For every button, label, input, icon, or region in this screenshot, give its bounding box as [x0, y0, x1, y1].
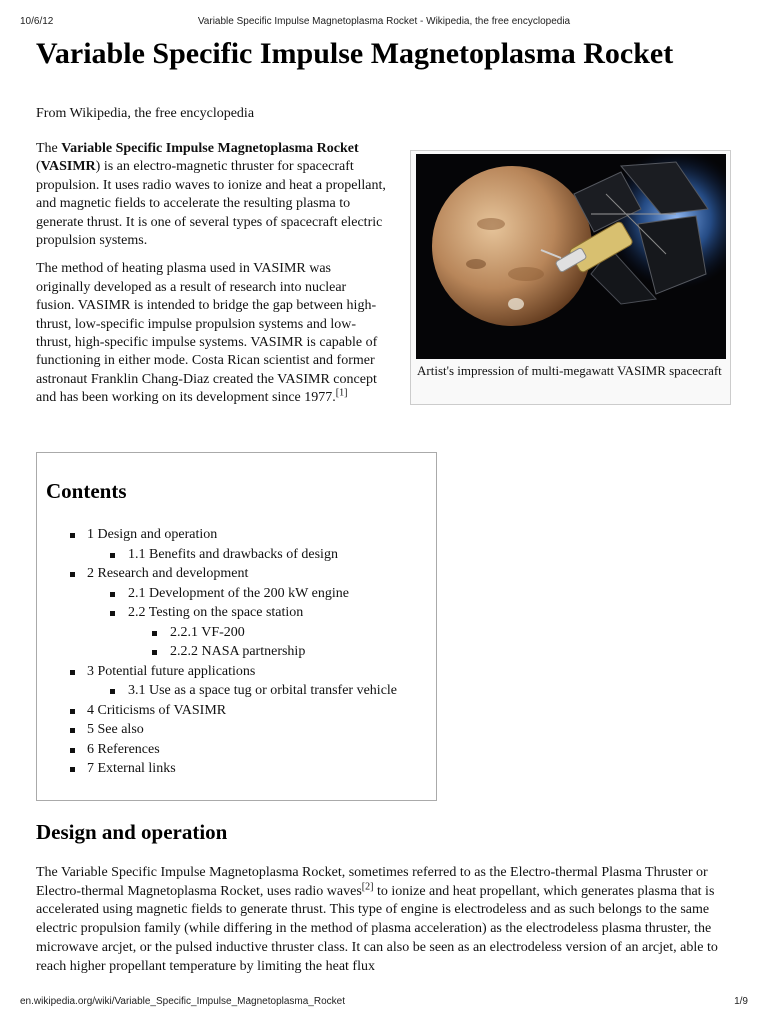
vasimr-spacecraft-image[interactable] — [416, 154, 726, 359]
print-page-number: 1/9 — [734, 996, 748, 1007]
intro-p2-text: The method of heating plasma used in VASIMR was originally developed as a result of research into nuclear fusion. VASIMR is intended to bridge the gap between high-thrust, low-specific impulse propulsion systems and low-thrust, high-specific impulse systems. VASIMR is capable of functioning in either mode. Costa Rican scientist and former astronaut Franklin Chang-Diaz created the VASIMR concept and has been working on its development since 1977. — [36, 261, 378, 406]
intro-bold-abbr: VASIMR — [40, 159, 96, 175]
section-heading-design: Design and operation — [36, 820, 228, 844]
toc-item-2-2[interactable] — [37, 603, 436, 623]
bullet-icon — [70, 533, 75, 538]
toc-item-label[interactable]: 1 Design and operation — [87, 527, 218, 542]
bullet-icon — [110, 592, 115, 597]
intro-p1-rest: ) is an electro-magnetic thruster for spacecraft propulsion. It uses radio waves to ionize and heat a propellant, and magnetic fields to accelerate the resulting plasma to generate thrust. It is one of several types of spacecraft electric propulsion systems. — [36, 159, 386, 249]
bullet-icon — [70, 728, 75, 733]
intro-the: The — [36, 141, 58, 156]
table-of-contents — [36, 452, 437, 801]
toc-item-4[interactable] — [37, 701, 436, 721]
toc-item-label[interactable]: 3 Potential future applications — [87, 663, 256, 679]
toc-item-7[interactable] — [37, 759, 436, 779]
thumbnail-caption: Artist's impression of multi-megawatt VASIMR spacecraft — [417, 363, 722, 378]
bullet-icon — [152, 631, 157, 636]
page-subtitle: From Wikipedia, the free encyclopedia — [36, 106, 255, 121]
toc-item-1[interactable] — [37, 525, 436, 545]
toc-item-2-2-2[interactable] — [37, 642, 436, 662]
intro-section — [36, 140, 388, 418]
print-header — [20, 16, 748, 30]
toc-item-label[interactable]: 2.1 Development of the 200 kW engine — [128, 585, 349, 601]
bullet-icon — [110, 553, 115, 558]
toc-item-3[interactable] — [37, 662, 436, 682]
intro-open-paren: ( — [36, 159, 41, 175]
bullet-icon — [152, 650, 157, 655]
section-design-text — [36, 864, 726, 976]
toc-item-3-1[interactable] — [37, 681, 436, 701]
print-footer — [20, 996, 748, 1010]
toc-item-1-1[interactable] — [37, 545, 436, 565]
toc-item-2[interactable] — [37, 564, 436, 584]
bullet-icon — [70, 767, 75, 772]
toc-item-label[interactable]: 2 Research and development — [87, 566, 249, 581]
design-text-part-2: to ionize and heat propellant, which generates plasma that is accelerated using magnetic fields to generate thrust. This type of engine is electrodeless and as such belongs to the same electric propulsion family (while differing in the method of plasma acceleration) as the electrodeless plasma thruster, the microwave arcjet, or the pulsed inductive thruster class. It can also be seen as an electrodeless version of an arcjet, able to reach higher propellant temperature by limiting the heat flux — [36, 883, 718, 974]
toc-item-label[interactable]: 2.2 Testing on the space station — [128, 605, 304, 620]
bullet-icon — [110, 689, 115, 694]
bullet-icon — [110, 611, 115, 616]
citation-2-link[interactable]: [2] — [361, 881, 374, 893]
toc-item-label[interactable]: 3.1 Use as a space tug or orbital transfer vehicle — [128, 683, 398, 698]
bullet-icon — [70, 572, 75, 577]
toc-item-label[interactable]: 7 External links — [87, 761, 176, 776]
toc-item-label[interactable]: 2.2.2 NASA partnership — [170, 644, 306, 659]
design-text-part-1: The Variable Specific Impulse Magnetoplasma Rocket, sometimes referred to as the Electro-thermal Plasma Thruster or Electro-thermal Magnetoplasma Rocket, uses radio waves — [36, 865, 708, 899]
toc-item-label[interactable]: 6 References — [87, 741, 160, 757]
vasimr-illustration — [416, 154, 726, 359]
intro-paragraph-2 — [36, 260, 388, 407]
bullet-icon — [70, 709, 75, 714]
print-page-title: Variable Specific Impulse Magnetoplasma Rocket - Wikipedia, the free encyclopedia — [197, 16, 571, 27]
bullet-icon — [70, 670, 75, 675]
citation-1-link[interactable]: [1] — [335, 387, 348, 399]
toc-title: Contents — [46, 479, 127, 503]
thumbnail-box — [410, 150, 731, 405]
toc-item-6[interactable] — [37, 740, 436, 760]
intro-paragraph-1 — [36, 140, 388, 250]
toc-item-2-2-1[interactable] — [37, 623, 436, 643]
intro-bold-name: Variable Specific Impulse Magnetoplasma Rocket — [61, 141, 359, 156]
toc-item-label[interactable]: 1.1 Benefits and drawbacks of design — [128, 546, 338, 562]
toc-item-2-1[interactable] — [37, 584, 436, 604]
print-url: en.wikipedia.org/wiki/Variable_Specific_Impulse_Magnetoplasma_Rocket — [20, 996, 345, 1007]
toc-item-label[interactable]: 4 Criticisms of VASIMR — [87, 702, 227, 718]
bullet-icon — [70, 748, 75, 753]
print-date: 10/6/12 — [20, 16, 54, 27]
toc-list — [37, 525, 436, 779]
page-title: Variable Specific Impulse Magnetoplasma Rocket — [36, 37, 674, 70]
toc-item-5[interactable] — [37, 720, 436, 740]
toc-item-label[interactable]: 5 See also — [87, 722, 144, 737]
toc-item-label[interactable]: 2.2.1 VF-200 — [170, 624, 245, 640]
